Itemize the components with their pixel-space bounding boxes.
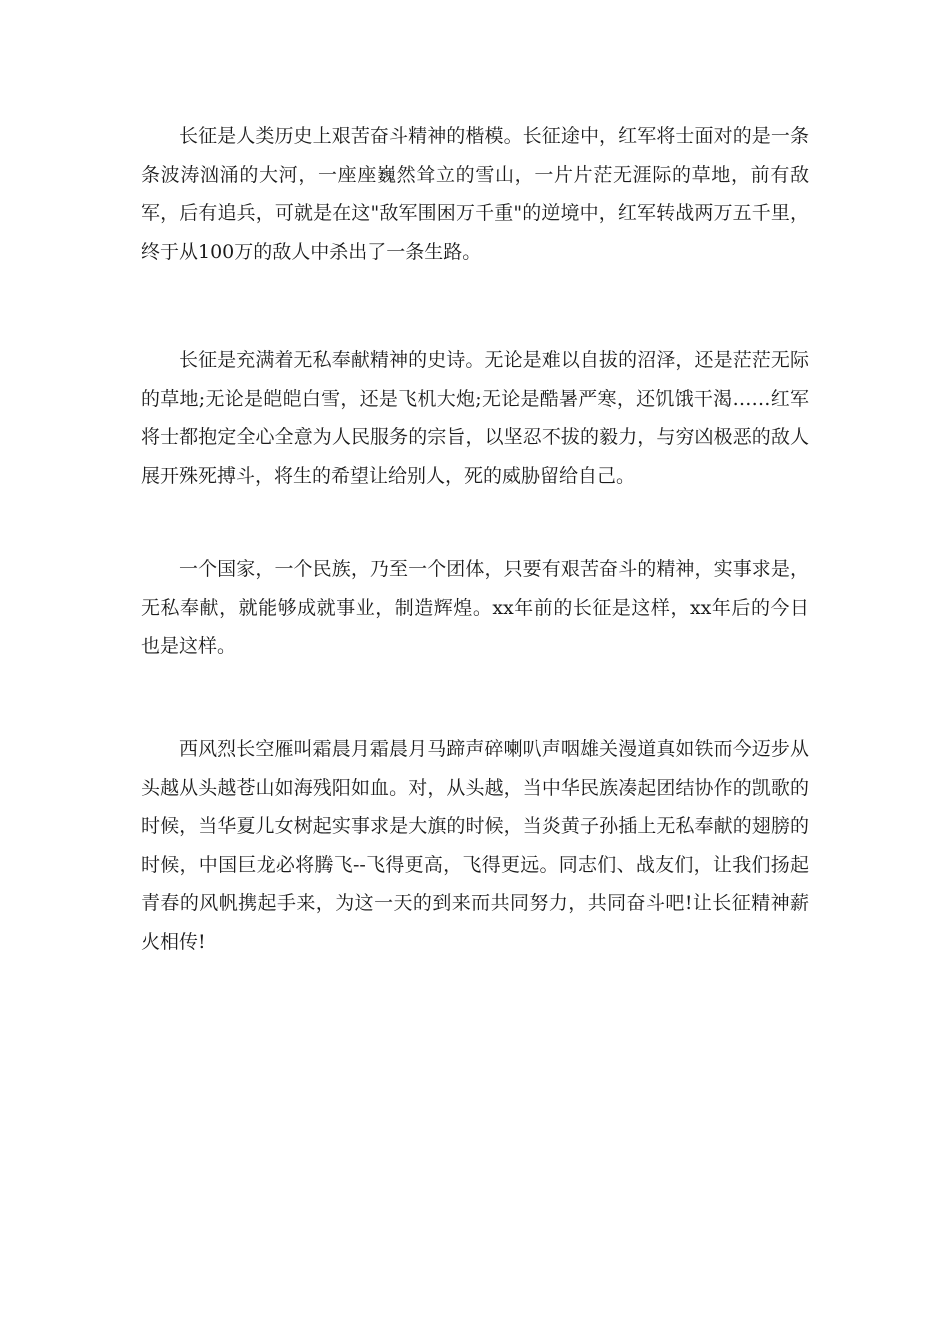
paragraph-4: 西风烈长空雁叫霜晨月霜晨月马蹄声碎喇叭声咽雄关漫道真如铁而今迈步从头越从头越苍山如海残阳如血。对，从头越，当中华民族凑起团结协作的凯歌的时候，当华夏儿女树起实事求是大旗的时候，当炎黄子孙插上无私奉献的翅膀的时候，中国巨龙必将腾飞--飞得更高，飞得更远。同志们、战友们，让我们扬起青春的风帆携起手来，为这一天的到来而共同努力，共同奋斗吧!让长征精神薪火相传! — [141, 738, 809, 953]
paragraph-2: 长征是充满着无私奉献精神的史诗。无论是难以自拔的沼泽，还是茫茫无际的草地;无论是皑皑白雪，还是飞机大炮;无论是酷暑严寒，还饥饿干渴……红军将士都抱定全心全意为人民服务的宗旨，以坚忍不拔的毅力，与穷凶极恶的敌人展开殊死搏斗，将生的希望让给别人，死的威胁留给自己。 — [141, 349, 809, 487]
paragraph-3: 一个国家，一个民族，乃至一个团体，只要有艰苦奋斗的精神，实事求是，无私奉献，就能够成就事业，制造辉煌。xx年前的长征是这样，xx年后的今日也是这样。 — [141, 558, 809, 657]
paragraph-1: 长征是人类历史上艰苦奋斗精神的楷模。长征途中，红军将士面对的是一条条波涛汹涌的大河，一座座巍然耸立的雪山，一片片茫无涯际的草地，前有敌军，后有追兵，可就是在这"敌军围困万千重"的逆境中，红军转战两万五千里，终于从100万的敌人中杀出了一条生路。 — [141, 125, 809, 263]
